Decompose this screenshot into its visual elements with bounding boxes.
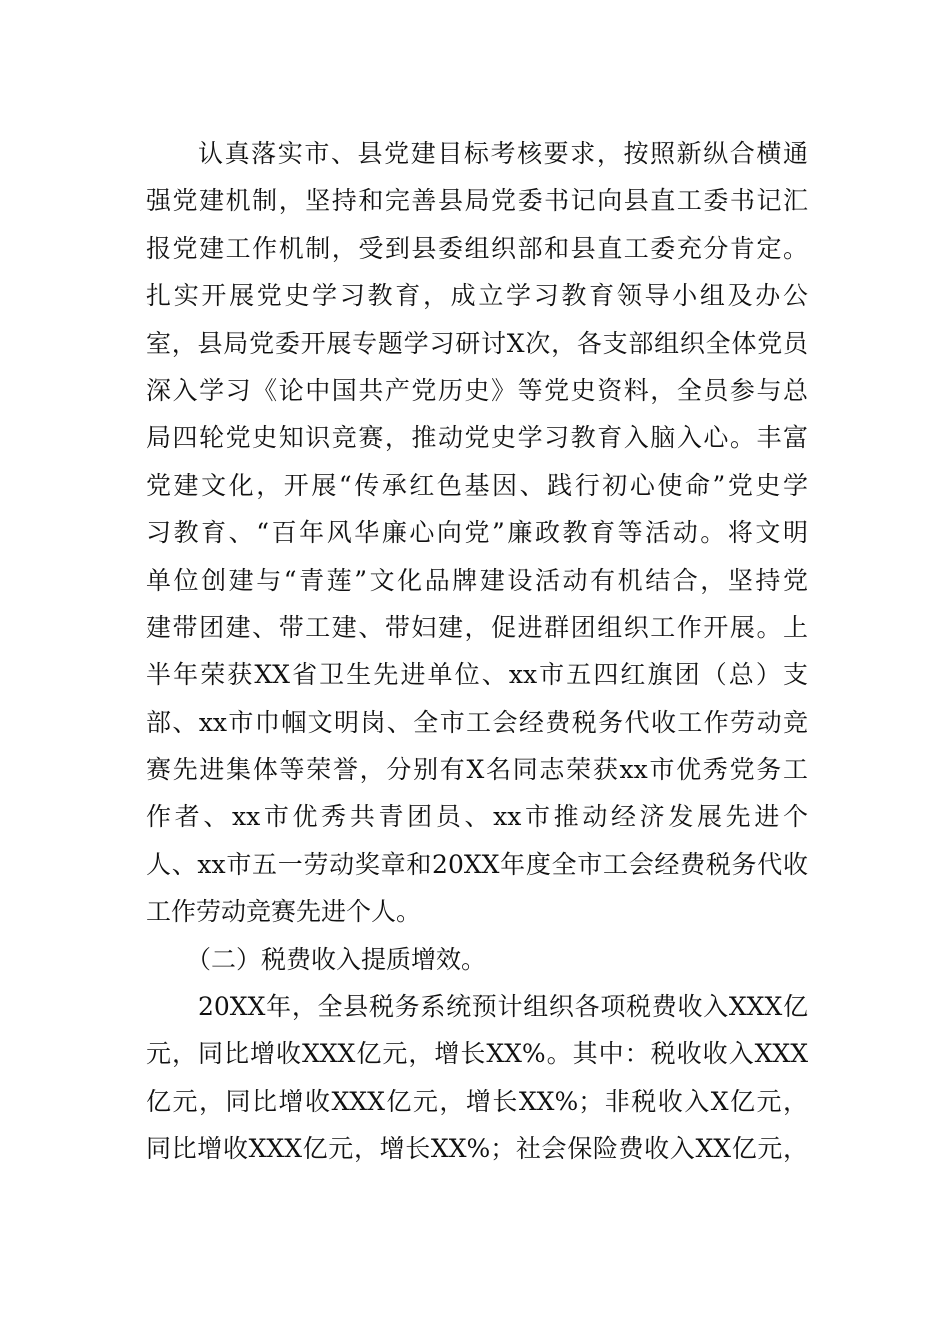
paragraph-line: 人、xx市五一劳动奖章和20XX年度全市工会经费税务代收 <box>146 849 808 879</box>
paragraph-line: 亿元，同比增收XXX亿元，增长XX%；非税收入X亿元， <box>146 1086 808 1116</box>
paragraph-line: 党建文化，开展“传承红色基因、践行初心使命”党史学 <box>146 470 808 500</box>
paragraph-line: 深入学习《论中国共产党历史》等党史资料，全员参与总 <box>146 375 808 405</box>
paragraph-line: 单位创建与“青莲”文化品牌建设活动有机结合，坚持党 <box>146 565 808 595</box>
paragraph-line: 强党建机制，坚持和完善县局党委书记向县直工委书记汇 <box>146 186 808 216</box>
paragraph-line: 同比增收XXX亿元，增长XX%；社会保险费收入XX亿元， <box>146 1134 808 1164</box>
paragraph-line: 赛先进集体等荣誉，分别有X名同志荣获xx市优秀党务工 <box>146 755 808 785</box>
section-heading: （二）税费收入提质增效。 <box>186 944 487 974</box>
paragraph-line: 部、xx市巾帼文明岗、全市工会经费税务代收工作劳动竞 <box>146 707 808 737</box>
paragraph-line: 室，县局党委开展专题学习研讨X次，各支部组织全体党员 <box>146 328 808 358</box>
paragraph-line: 扎实开展党史学习教育，成立学习教育领导小组及办公 <box>146 281 808 311</box>
paragraph-line: 20XX年，全县税务系统预计组织各项税费收入XXX亿 <box>198 992 808 1022</box>
paragraph-line: 半年荣获XX省卫生先进单位、xx市五四红旗团（总）支 <box>146 660 808 690</box>
paragraph-line: 报党建工作机制，受到县委组织部和县直工委充分肯定。 <box>146 233 808 263</box>
paragraph-line: 习教育、“百年风华廉心向党”廉政教育等活动。将文明 <box>146 518 808 548</box>
paragraph-line: 工作劳动竞赛先进个人。 <box>146 897 422 927</box>
paragraph-line: 元，同比增收XXX亿元，增长XX%。其中：税收收入XXX <box>146 1039 808 1069</box>
document-body <box>146 130 808 1173</box>
paragraph-line: 建带团建、带工建、带妇建，促进群团组织工作开展。上 <box>146 612 808 642</box>
paragraph-line: 局四轮党史知识竞赛，推动党史学习教育入脑入心。丰富 <box>146 423 808 453</box>
paragraph-line: 作者、xx市优秀共青团员、xx市推动经济发展先进个 <box>146 802 808 832</box>
paragraph-line: 认真落实市、县党建目标考核要求，按照新纵合横通 <box>198 139 808 168</box>
